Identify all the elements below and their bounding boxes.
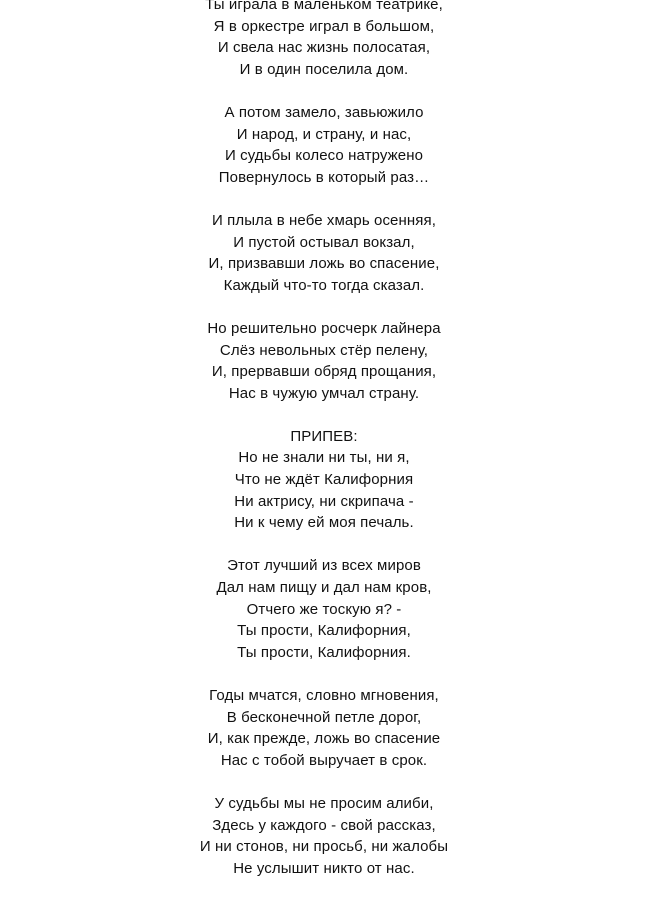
- poem-stanza: [0, 102, 648, 188]
- poem-stanza: [0, 685, 648, 771]
- poem-line: И свела нас жизнь полосатая,: [217, 39, 431, 57]
- poem-line: Годы мчатся, словно мгновения,: [209, 687, 439, 704]
- poem-line: Нас с тобой выручает в срок.: [220, 751, 428, 769]
- poem-line: В бесконечной петле дорог,: [226, 708, 422, 726]
- poem-stanza: [0, 793, 648, 879]
- poem-line: И народ, и страну, и нас,: [236, 125, 412, 143]
- poem-line: И, как прежде, ложь во спасение: [207, 730, 441, 748]
- poem-line: Дал нам пищу и дал нам кров,: [216, 579, 432, 597]
- poem-line: Ты играла в маленьком театрике,: [205, 0, 443, 13]
- poem-stanza: [0, 210, 648, 296]
- poem-line: Что не ждёт Калифорния: [234, 471, 414, 489]
- poem-line: И ни стонов, ни просьб, ни жалобы: [199, 838, 449, 856]
- poem-line: Я в оркестре играл в большом,: [213, 17, 435, 35]
- poem-line: Ты прости, Калифорния,: [237, 622, 411, 640]
- poem-line: И, призвавши ложь во спасение,: [208, 255, 440, 273]
- poem-line: И в один поселила дом.: [239, 60, 409, 78]
- chorus-heading: ПРИПЕВ:: [290, 427, 358, 445]
- poem-stanza: [0, 318, 648, 404]
- poem-line: Здесь у каждого - свой рассказ,: [212, 816, 436, 834]
- poem-line: И, прервавши обряд прощания,: [211, 363, 437, 381]
- poem-line: Но не знали ни ты, ни я,: [238, 449, 410, 467]
- poem-line: Отчего же тоскую я? -: [246, 600, 402, 618]
- poem-line: Ни актрису, ни скрипача -: [234, 492, 414, 510]
- poem-line: У судьбы мы не просим алиби,: [214, 794, 434, 812]
- poem-line: Этот лучший из всех миров: [227, 557, 421, 575]
- poem-line: И пустой остывал вокзал,: [233, 233, 415, 251]
- poem-stanza: [0, 0, 648, 80]
- poem-line: Ты прости, Калифорния.: [237, 643, 411, 661]
- poem-line: Каждый что-то тогда сказал.: [223, 276, 425, 294]
- chorus-stanza: [0, 426, 648, 534]
- poem-line: И плыла в небе хмарь осенняя,: [212, 211, 436, 229]
- poem-stanza: [0, 555, 648, 663]
- poem-line: Ни к чему ей моя печаль.: [234, 514, 414, 532]
- poem-line: И судьбы колесо натружено: [224, 147, 424, 165]
- poem-line: Повернулось в который раз…: [218, 168, 430, 186]
- poem-line: Но решительно росчерк лайнера: [207, 319, 441, 337]
- poem-line: Слёз невольных стёр пелену,: [219, 341, 429, 359]
- poem-line: А потом замело, завьюжило: [224, 103, 424, 121]
- poem-line: Нас в чужую умчал страну.: [228, 384, 420, 402]
- poem-line: Не услышит никто от нас.: [233, 859, 415, 877]
